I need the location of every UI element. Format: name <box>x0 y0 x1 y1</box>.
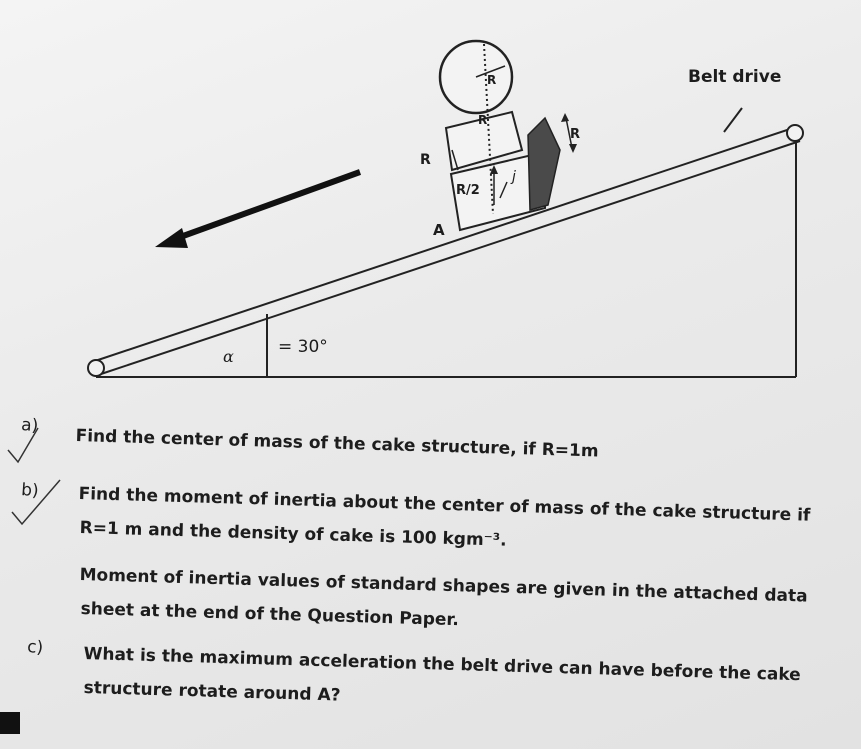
right-r-arrowhead-bottom <box>569 144 577 153</box>
question-a-line-1: Find the center of mass of the cake structure, if R=1m <box>75 425 599 462</box>
question-b-line-4: sheet at the end of the Question Paper. <box>80 598 460 631</box>
label-alpha: α <box>223 347 234 366</box>
question-b-line-2: R=1 m and the density of cake is 100 kgm⁻³. <box>79 517 507 551</box>
right-pulley <box>787 125 803 141</box>
question-c-line-2: structure rotate around A? <box>83 677 341 706</box>
label-r-half: R/2 <box>456 183 480 198</box>
cake-structure <box>440 41 577 230</box>
cake-shaded-face <box>528 118 560 210</box>
grader-check-marks <box>0 400 90 530</box>
page-edge-shadow <box>0 712 20 734</box>
left-pulley <box>88 360 104 376</box>
question-b-line-3: Moment of inertia values of standard shapes are given in the attached data <box>79 564 808 607</box>
motion-arrow-head <box>155 228 188 248</box>
question-c-marker: c) <box>26 636 44 659</box>
label-r-top: R <box>487 73 497 87</box>
label-r-mid: R <box>478 113 488 127</box>
question-a-marker: a) <box>20 414 39 437</box>
label-r-right: R <box>570 127 581 142</box>
label-r-left: R <box>420 152 431 168</box>
question-b-line-1: Find the moment of inertia about the center of mass of the cake structure if <box>78 483 811 526</box>
belt-upper-edge <box>92 127 796 362</box>
label-a: A <box>433 221 445 239</box>
check-mark-a <box>8 428 38 462</box>
question-c-line-1: What is the maximum acceleration the belt drive can have before the cake <box>83 643 802 686</box>
label-j: j <box>512 169 516 185</box>
question-b-marker: b) <box>20 479 40 502</box>
belt-drive-pointer <box>724 108 742 132</box>
belt-lower-edge <box>98 141 800 375</box>
belt-drive-label: Belt drive <box>688 67 782 87</box>
motion-arrow-shaft <box>172 172 360 240</box>
label-angle: = 30° <box>278 337 328 357</box>
right-r-arrowhead-top <box>561 113 569 122</box>
check-mark-b <box>12 480 60 524</box>
